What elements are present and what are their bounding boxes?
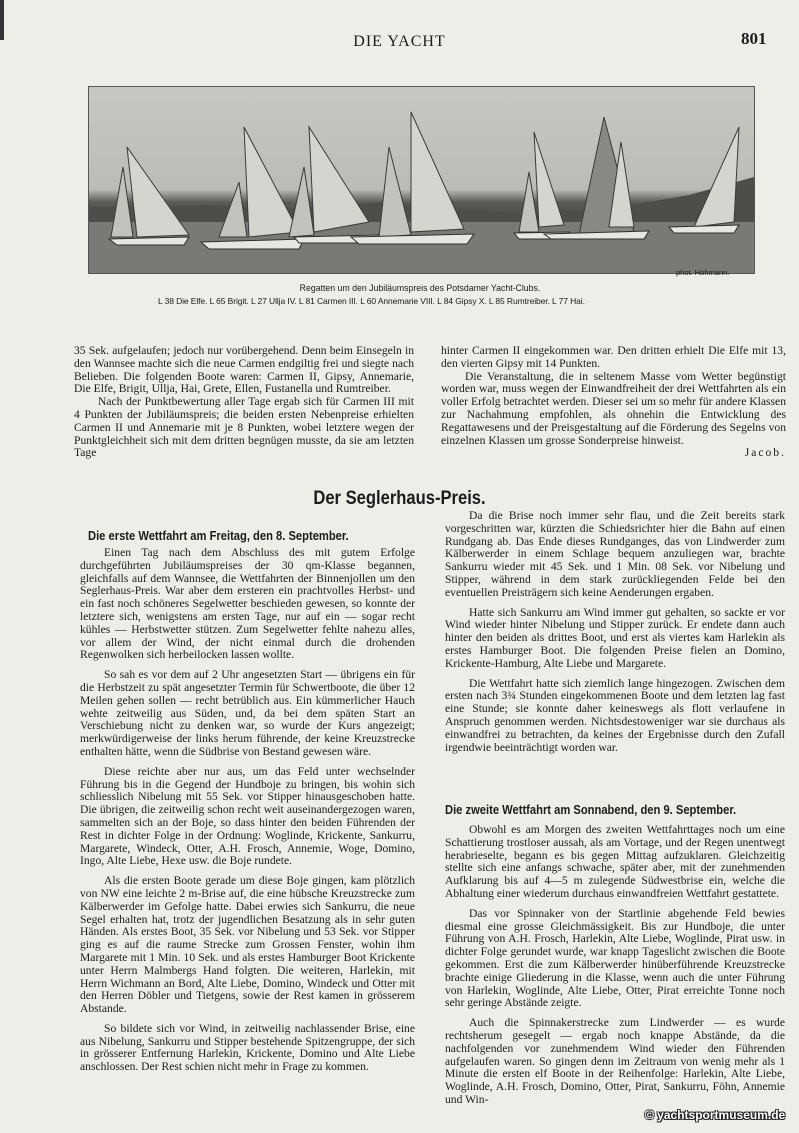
paragraph: Da die Brise noch immer sehr flau, und die Zeit bereits stark vorgeschritten war, kürzten die Schiedsrichter hier die Bahn auf einen Rundgang ab. Das Ende dieses Rundganges, das von Lindwerder zum Kälberwerder in einem Schlage bequem anzuliegen war, brachte Sankurru wieder mit 45 Sek. und 1 Min. 08 Sek. vor Nibelung und Stipper, während in dem stark zurückliegenden Felde bei den eventuellen Preisträgern sich keine Aenderungen ergaben.	[445, 509, 785, 599]
paragraph: Auch die Spinnakerstrecke zum Lindwerder — es wurde rechtsherum gesegelt — ergab noch knappe Abstände, da die nachfolgenden vor zunehmendem Wind wieder den Führenden aufgelaufen waren. So gingen denn im Zeitraum von wenig mehr als 1 Minute die ersten elf Boote in der Reihenfolge: Harlekin, Alte Liebe, Woglinde, A.H. Frosch, Domino, Otter, Pirat, Sankurru, Föhn, Annemie und Win-	[445, 1016, 785, 1106]
article-title: Der Seglerhaus-Preis.	[313, 487, 486, 509]
paragraph: Die Wettfahrt hatte sich ziemlich lange hingezogen. Zwischen dem ersten nach 3¾ Stunden eingekommenen Boote und dem letzten lag fast eine Stunde; sie konnte daher keineswegs als flott verlaufene in Anspruch genommen werden. Nichtsdestoweniger war sie durchaus als einwandfrei zu betrachten, da keines der Ergebnisse durch den Zufall irgendwie beeinträchtigt worden war.	[445, 676, 785, 754]
paragraph: Die Veranstaltung, die in seltenem Masse vom Wetter begünstigt worden war, muss wegen der Einwandfreiheit der drei Wettfahrten als ein voller Erfolg betrachtet werden. Dieser sei um so mehr für andere Klassen zur Nachahmung empfohlen, als ohnehin die Entwicklung des Regattawesens und der Preisgestaltung auf die Förderung des Segelns von einzelnen Klassen um grosse Sonderpreise hinweist.	[441, 369, 786, 447]
article-right-column-top	[445, 510, 785, 754]
paragraph: Hatte sich Sankurru am Wind immer gut gehalten, so sackte er vor Wind wieder hinter Nibelung und Stipper zurück. Er endete dann auch hinter den beiden als drittes Boot, und erst als viertes kam Harlekin als erstes Hamburger Boot. Die folgenden Preise fielen an Domino, Krickente-Hamburg, Alte Liebe und Margarete.	[445, 605, 785, 670]
section-heading-second-race: Die zweite Wettfahrt am Sonnabend, den 9. September.	[445, 802, 737, 817]
previous-article-left-column	[74, 345, 414, 460]
sailboats-illustration	[89, 87, 754, 273]
running-title: DIE YACHT	[353, 33, 446, 50]
previous-article-right-column	[441, 345, 786, 460]
paragraph: Als die ersten Boote gerade um diese Boje gingen, kam plötzlich von NW eine leichte 2 m-Brise auf, die eine hübsche Kreuzstrecke zum Kälberwerder im Gefolge hatte. Dabei erwies sich Sankurru, die neue Segel erhalten hat, trotz der jugendlichen Besatzung als in sehr guten Händen. Als erstes Boot, 35 Sek. vor Nibelung und 53 Sek. vor Stipper ging es auf die raume Strecke zum Grossen Fenster, wohin ihm Margarete mit 1 Min. 10 Sek. und als erstes Hamburger Boot Krickente unter Herrn Malmbergs Hand folgten. Die weiteren, Harlekin, mit Herrn Wichmann an Bord, Alte Liebe, Domino, Windeck und Otter mit den Herren Döbler und Tietgens, sowie der Rest kamen in grösserem Abstande.	[80, 874, 415, 1016]
paragraph: 35 Sek. aufgelaufen; jedoch nur vorübergehend. Denn beim Einsegeln in den Wannsee machte sich die neue Carmen endgiltig frei und siegte nach Belieben. Die folgenden Boote waren: Carmen II, Gipsy, Annemarie, Die Elfe, Brigit, Ullja, Hai, Grete, Ellen, Fustanella und Rumtreiber.	[74, 344, 414, 396]
regatta-photo	[88, 86, 755, 274]
figure-caption-title: Regatten um den Jubiläumspreis des Potsdamer Yacht-Clubs.	[299, 283, 541, 294]
paragraph: Einen Tag nach dem Abschluss des mit gutem Erfolge durchgeführten Jubiläumspreises der 30 qm-Klasse begannen, gleichfalls auf dem Wannsee, die Wettfahrten der Binnenjollen um den Seglerhaus-Preis. War aber dem ersteren ein prachtvolles Herbst- und ein fast noch schöneres Segelwetter beschieden gewesen, so konnte der letztere sich, wenigstens am ersten Tage, nur auf ein — sogar recht kühles — Herbstwetter stützen. Zum Segelwetter fehlte nahezu alles, vor allem der Wind, der nicht einmal durch die drohenden Regenwolken sich herbeilocken lassen wollte.	[80, 546, 415, 662]
section-heading-first-race: Die erste Wettfahrt am Freitag, den 8. September.	[88, 528, 349, 543]
article-left-column	[80, 547, 415, 1074]
paragraph: So sah es vor dem auf 2 Uhr angesetzten Start — übrigens ein für die Herbstzeit zu spät angesetzter Termin für Schwertboote, die über 12 Meilen gehen sollen — recht betrüblich aus. Ein kümmerlicher Hauch wehte zeitweilig aus Süden, und, da bei dem späten Start an Verschiebung nicht zu denken war, so wurde der Kurs angezeigt; merkwürdigerweise der links herum führende, der keine Kreuzstrecke enthalten hätte, wenn die Südbrise von Bestand gewesen wäre.	[80, 668, 415, 758]
article-right-column-bottom	[445, 824, 785, 1107]
photo-credit: phot. Hohmann.	[676, 268, 730, 277]
paragraph: Obwohl es am Morgen des zweiten Wettfahrttages noch um eine Schattierung trostloser aussah, als am Vortage, und der Regen unentwegt herabrieselte, begann es bis gegen Mittag aufzuklaren. Gleichzeitig stellte sich eine anfangs schwache, später aber, mit der zunehmenden Aufklarung bis auf 4—5 m zulegende Südwestbrise ein, welche die Abhaltung einer wiederum durchaus einwandfreien Wettfahrt gestattete.	[445, 823, 785, 900]
watermark: © yachtsportmuseum.de	[645, 1108, 786, 1122]
paragraph: Das vor Spinnaker von der Startlinie abgehende Feld bewies diesmal eine grosse Gleichmässigkeit. Bis zur Hundboje, die unter Führung von A.H. Frosch, Harlekin, Alte Liebe, Woglinde, Pirat usw. in dichter Folge gerundet wurde, war knapp Tageslicht zwischen die Boote gekommen. Erst die zum Kälberwerder hinüberführende Kreuzstrecke brachte einige Gliederung in die Klasse, wenn auch die unter Führung von Harlekin, Woglinde, Alte Liebe, Otter, Pirat erreichte Tonne noch sehr geringe Abstände zeigte.	[445, 906, 785, 1010]
paragraph: Diese reichte aber nur aus, um das Feld unter wechselnder Führung bis in die Gegend der Hundboje zu bringen, bis wohin sich schliesslich Nibelung mit 55 Sek. vor Stipper hinausgeschoben hatte. Die übrigen, die zeitweilig schon recht weit auseinandergezogen waren, sammelten sich an der Boje, so dass hinter den beiden Führenden der Rest in dichter Folge in der Ordnung: Woglinde, Krickente, Sankurru, Margarete, Windeck, Otter, A.H. Frosch, Annemie, Woge, Domino, Ingo, Alte Liebe, Hexe usw. die Boje rundete.	[80, 764, 415, 868]
page-number: 801	[741, 29, 767, 48]
paragraph: Nach der Punktbewertung aller Tage ergab sich für Carmen III mit 4 Punkten der Jubiläumspreis; die beiden ersten Nebenpreise erhielten Carmen II und Annemarie mit je 8 Punkten, wobei letztere wegen der Punktgleichheit sich mit dem dritten begnügen musste, da sie am letzten Tage	[74, 395, 414, 460]
paragraph: So bildete sich vor Wind, in zeitweilig nachlassender Brise, eine aus Nibelung, Sankurru und Stipper bestehende Spitzengruppe, der sich in grösserer Entfernung Harlekin, Krickente, Domino und Alte Liebe anschlossen. Der Rest schien nicht mehr in Frage zu kommen.	[80, 1021, 415, 1074]
figure-caption-list: L 38 Die Elfe. L 65 Brigit. L 27 Ullja IV. L 81 Carmen III. L 60 Annemarie VIII. L 84 Gipsy X. L 85 Rumtreiber. L 77 Hai.	[158, 296, 585, 306]
paragraph: hinter Carmen II eingekommen war. Den dritten erhielt Die Elfe mit 13, den vierten Gipsy mit 14 Punkten.	[441, 344, 786, 370]
author-signature: Jacob.	[744, 446, 786, 460]
